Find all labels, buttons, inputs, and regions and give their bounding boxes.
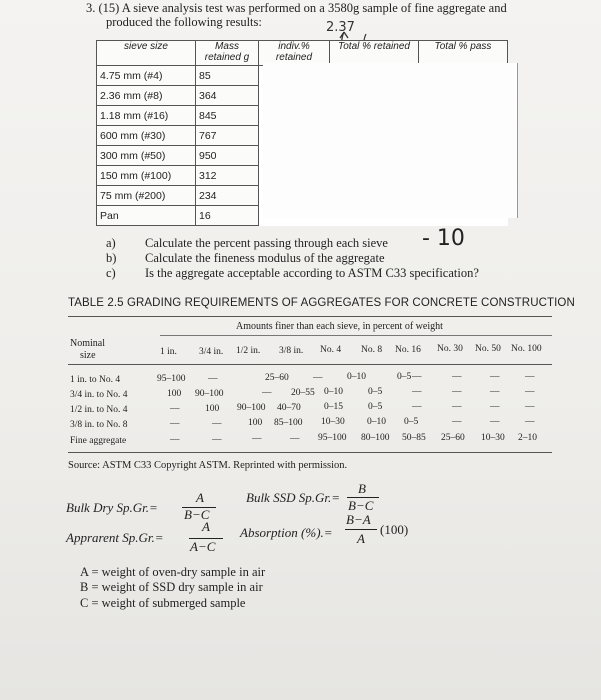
absorption-label: Absorption (%).= xyxy=(240,525,333,540)
t25-cell: — xyxy=(313,373,323,383)
t25-cell: 95–100 xyxy=(318,433,347,443)
part-c-text: Is the aggregate acceptable according to ASTM C33 specification? xyxy=(145,266,479,280)
table25-top-rule xyxy=(68,316,552,317)
t25-cell: 0–5 xyxy=(404,417,419,427)
t25-cell: — xyxy=(525,387,535,397)
t25-cell: 50–85 xyxy=(402,433,426,443)
sieve-size-cell: 1.18 mm (#16) xyxy=(97,106,196,126)
t25-row-name: 1/2 in. to No. 4 xyxy=(70,405,128,415)
t25-cell: 0–10 xyxy=(324,387,343,397)
t25-cell: — xyxy=(525,417,535,427)
t25-cell: 0–5 xyxy=(368,387,383,397)
sieve-size-cell: 75 mm (#200) xyxy=(97,186,196,206)
absorption-bar xyxy=(345,529,377,530)
apparent-label: Apprarent Sp.Gr.= xyxy=(66,530,164,545)
t25-col: No. 4 xyxy=(320,345,342,355)
t25-col: No. 50 xyxy=(475,344,501,354)
t25-cell: — xyxy=(170,419,180,429)
t25-cell: 85–100 xyxy=(274,418,303,428)
t25-cell: 90–100 xyxy=(237,403,266,413)
t25-cell: — xyxy=(452,387,462,397)
question-line-2: produced the following results: xyxy=(106,15,262,29)
t25-cell: — xyxy=(452,402,462,412)
t25-cell: 20–55 xyxy=(291,388,315,398)
t25-cell: — xyxy=(208,374,218,384)
t25-cell: — xyxy=(290,434,300,444)
definition-b: B = weight of SSD dry sample in air xyxy=(80,580,263,594)
t25-cell: — xyxy=(490,417,500,427)
bulk-ssd-label: Bulk SSD Sp.Gr.= xyxy=(246,490,340,505)
t25-cell: — xyxy=(452,372,462,382)
t25-cell: 90–100 xyxy=(195,389,224,399)
sieve-size-cell: 300 mm (#50) xyxy=(97,146,196,166)
t25-row-name: 1 in. to No. 4 xyxy=(70,375,121,385)
table25-title: TABLE 2.5 GRADING REQUIREMENTS OF AGGREGATES FOR CONCRETE CONSTRUCTION xyxy=(68,297,575,309)
t25-cell: — xyxy=(412,372,422,382)
sieve-size-cell: Pan xyxy=(97,206,196,226)
t25-cell: — xyxy=(412,387,422,397)
apparent-num: A xyxy=(202,519,210,534)
sieve-size-cell: 2.36 mm (#8) xyxy=(97,86,196,106)
absorption-den: A xyxy=(357,531,365,546)
t25-cell: 0–5 xyxy=(368,402,383,412)
col-total-retained: Total % retained xyxy=(330,41,419,66)
t25-col: 3/4 in. xyxy=(199,347,224,357)
table25-size: size xyxy=(80,350,96,361)
t25-cell: 0–10 xyxy=(347,372,366,382)
part-c-label: c) xyxy=(106,266,116,280)
table25-sub-rule xyxy=(160,335,552,336)
t25-cell: 80–100 xyxy=(361,433,390,443)
t25-cell: 0–10 xyxy=(367,417,386,427)
t25-cell: 10–30 xyxy=(481,433,505,443)
t25-col: No. 16 xyxy=(395,345,421,355)
t25-cell: 25–60 xyxy=(441,433,465,443)
bulk-ssd-num: B xyxy=(358,481,366,496)
col-sieve-size: sieve size xyxy=(97,41,196,66)
mass-cell: 845 xyxy=(196,106,259,126)
sieve-table-header xyxy=(97,41,508,66)
table25-nominal: Nominal xyxy=(70,338,105,349)
t25-row-name: 3/8 in. to No. 8 xyxy=(70,420,128,430)
part-b-text: Calculate the fineness modulus of the aggregate xyxy=(145,251,385,265)
t25-col: 1/2 in. xyxy=(236,346,261,356)
t25-cell: 40–70 xyxy=(277,403,301,413)
t25-cell: — xyxy=(262,388,272,398)
mass-cell: 767 xyxy=(196,126,259,146)
apparent-den: A−C xyxy=(190,539,216,554)
bulk-dry-num: A xyxy=(196,490,204,505)
t25-row-name: Fine aggregate xyxy=(70,436,127,446)
absorption-num: B−A xyxy=(346,512,371,527)
blank-answer-area xyxy=(263,63,518,218)
handwritten-note: 2.37 xyxy=(326,20,355,35)
t25-cell: 2–10 xyxy=(518,433,537,443)
t25-cell: 100 xyxy=(248,418,263,428)
mass-cell: 85 xyxy=(196,66,259,86)
t25-row-name: 3/4 in. to No. 4 xyxy=(70,390,128,400)
t25-cell: — xyxy=(525,372,535,382)
t25-col: 3/8 in. xyxy=(279,346,304,356)
sieve-size-cell: 4.75 mm (#4) xyxy=(97,66,196,86)
t25-cell: — xyxy=(490,402,500,412)
mass-cell: 312 xyxy=(196,166,259,186)
bulk-ssd-den: B−C xyxy=(348,498,374,513)
t25-col: No. 100 xyxy=(511,344,542,354)
mass-cell: 234 xyxy=(196,186,259,206)
table25-header-rule xyxy=(68,364,552,365)
definition-c: C = weight of submerged sample xyxy=(80,596,246,610)
t25-cell: 10–30 xyxy=(321,417,345,427)
part-a-label: a) xyxy=(106,236,116,250)
col-mass-retained: Mass retained g xyxy=(196,41,259,66)
col-indiv-retained: indiv.% retained xyxy=(259,41,330,66)
question-line-1: 3. (15) A sieve analysis test was performed on a 3580g sample of fine aggregate and xyxy=(86,1,507,15)
col-total-pass: Total % pass xyxy=(419,41,508,66)
t25-cell: 95–100 xyxy=(157,374,186,384)
mass-cell: 364 xyxy=(196,86,259,106)
sieve-size-cell: 600 mm (#30) xyxy=(97,126,196,146)
sieve-size-cell: 150 mm (#100) xyxy=(97,166,196,186)
bulk-dry-den: B−C xyxy=(184,507,210,522)
t25-cell: — xyxy=(170,435,180,445)
t25-cell: 0–5 xyxy=(397,372,412,382)
table25-source: Source: ASTM C33 Copyright ASTM. Reprinted with permission. xyxy=(68,460,348,471)
handwritten-minus-10: - 10 xyxy=(422,226,465,251)
t25-cell: — xyxy=(452,417,462,427)
t25-cell: — xyxy=(252,434,262,444)
mass-cell: 950 xyxy=(196,146,259,166)
part-a-text: Calculate the percent passing through each sieve xyxy=(145,236,388,250)
table25-bottom-rule xyxy=(68,452,552,453)
bulk-dry-label: Bulk Dry Sp.Gr.= xyxy=(66,500,158,515)
t25-cell: 100 xyxy=(205,404,220,414)
definition-a: A = weight of oven-dry sample in air xyxy=(80,565,266,579)
table25-subheader: Amounts finer than each sieve, in percent of weight xyxy=(236,321,443,332)
part-b-label: b) xyxy=(106,251,117,265)
t25-cell: 25–60 xyxy=(265,373,289,383)
t25-cell: 100 xyxy=(167,389,182,399)
mass-cell: 16 xyxy=(196,206,259,226)
absorption-times100: (100) xyxy=(380,522,409,537)
t25-cell: — xyxy=(490,387,500,397)
t25-cell: — xyxy=(490,372,500,382)
t25-col: 1 in. xyxy=(160,347,177,357)
t25-col: No. 30 xyxy=(437,344,463,354)
t25-cell: — xyxy=(412,402,422,412)
t25-cell: — xyxy=(212,435,222,445)
t25-cell: — xyxy=(212,419,222,429)
t25-cell: — xyxy=(525,402,535,412)
t25-cell: — xyxy=(170,404,180,414)
t25-cell: 0–15 xyxy=(324,402,343,412)
t25-col: No. 8 xyxy=(361,345,383,355)
